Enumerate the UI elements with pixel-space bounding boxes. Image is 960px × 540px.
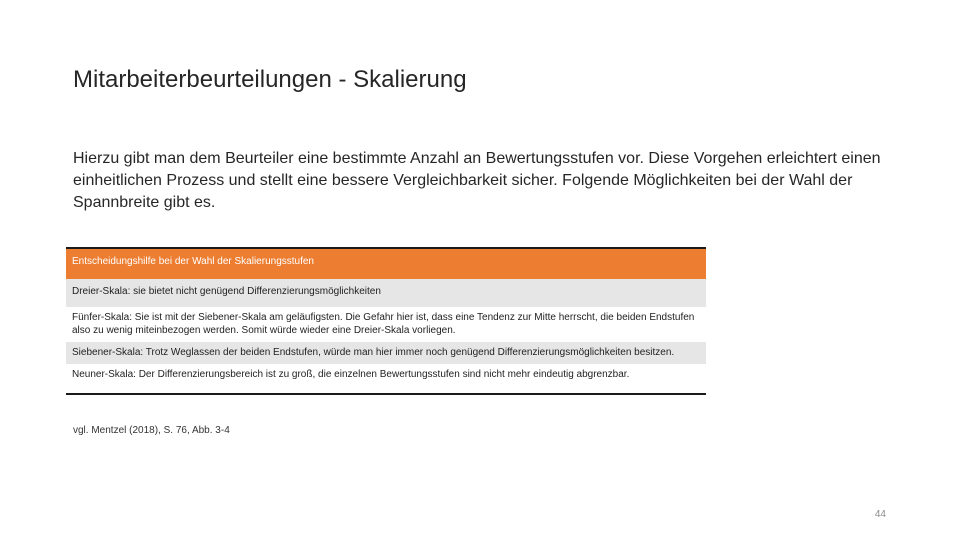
- row-dreier-skala: Dreier-Skala: sie bietet nicht genügend Differenzierungsmöglichkeiten: [66, 279, 706, 307]
- table-header-row: [66, 248, 706, 279]
- row-siebener-skala: Siebener-Skala: Trotz Weglassen der beiden Endstufen, würde man hier immer noch genügend Differenzierungsmöglichkeiten besitzen.: [66, 342, 706, 364]
- intro-paragraph: Hierzu gibt man dem Beurteiler eine bestimmte Anzahl an Bewertungsstufen vor. Diese Vorgehen erleichtert einen einheitlichen Prozess und stellt eine bessere Vergleichbarkeit sicher. Folgende Möglichkeiten bei der Wahl der Spannbreite gibt es.: [73, 150, 881, 211]
- table-row: [66, 342, 706, 364]
- row-fuenfer-skala: Fünfer-Skala: Sie ist mit der Siebener-Skala am geläufigsten. Die Gefahr hier ist, dass eine Tendenz zur Mitte herrscht, die beiden Endstufen also zu wenig miteinbezogen werden. Somit würde wieder eine Dreier-Skala vorliegen.: [72, 312, 695, 336]
- table-row: [66, 364, 706, 394]
- table-row: [66, 307, 706, 342]
- scale-decision-table: [66, 247, 706, 395]
- row-neuner-skala: Neuner-Skala: Der Differenzierungsbereich ist zu groß, die einzelnen Bewertungsstufen sind nicht mehr eindeutig abgrenzbar.: [66, 364, 706, 394]
- table-header: Entscheidungshilfe bei der Wahl der Skalierungsstufen: [66, 248, 706, 279]
- table-row: [66, 279, 706, 307]
- slide-title: Mitarbeiterbeurteilungen - Skalierung: [73, 66, 467, 93]
- source-citation: vgl. Mentzel (2018), S. 76, Abb. 3-4: [73, 425, 230, 436]
- page-number: 44: [874, 509, 886, 520]
